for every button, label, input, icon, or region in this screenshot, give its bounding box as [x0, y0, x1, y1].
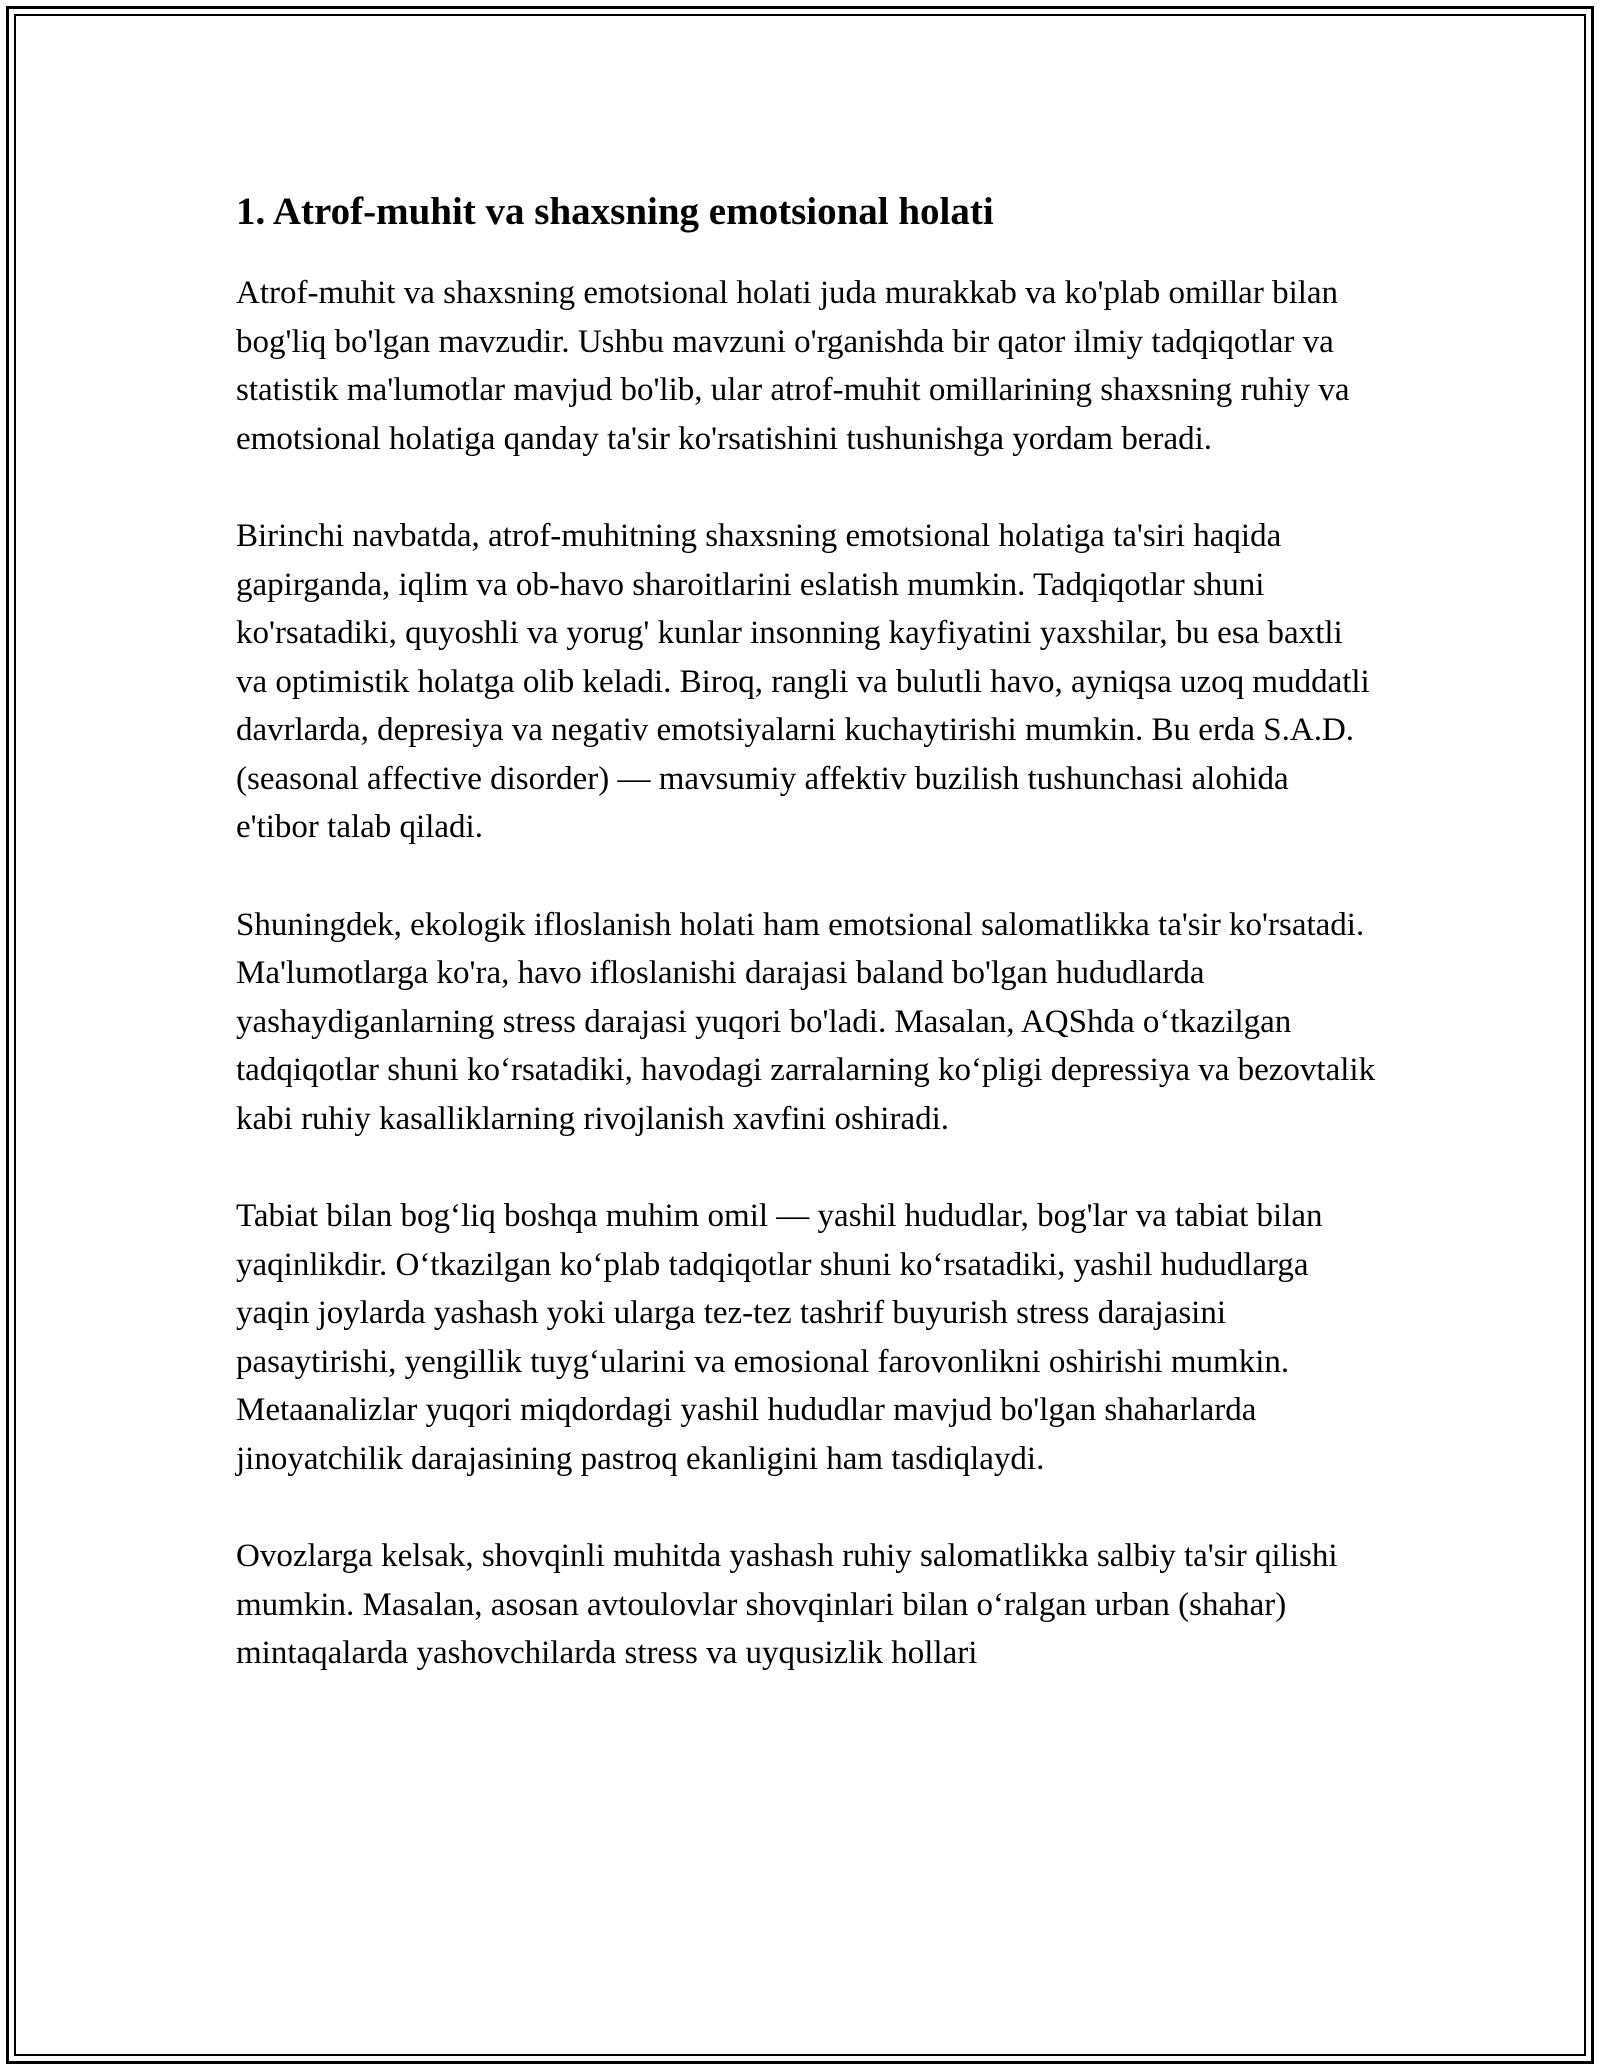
paragraph-pollution: Shuningdek, ekologik ifloslanish holati ham emotsional salomatlikka ta'sir ko'rsatadi. Ma'lumotlarga ko'ra, havo ifloslanishi darajasi baland bo'lgan hududlarda yashaydiganlarning stress darajasi yuqori bo'ladi. Masalan, AQShda oʻtkazilgan tadqiqotlar shuni koʻrsatadiki, havodagi zarralarning koʻpligi depressiya va bezovtalik kabi ruhiy kasalliklarning rivojlanish xavfini oshiradi.: [236, 906, 1376, 1137]
document-body: [236, 184, 1376, 1727]
paragraph-green-spaces: Tabiat bilan bogʻliq boshqa muhim omil — yashil hududlar, bog'lar va tabiat bilan yaqinlikdir. Oʻtkazilgan koʻplab tadqiqotlar shuni koʻrsatadiki, yashil hududlarga yaqin joylarda yashash yoki ularga tez-tez tashrif buyurish stress darajasini pasaytirishi, yengillik tuygʻularini va emosional farovonlikni oshirishi mumkin. Metaanalizlar yuqori miqdordagi yashil hududlar mavjud bo'lgan shaharlarda jinoyatchilik darajasining pastroq ekanligini ham tasdiqlaydi.: [236, 1198, 1323, 1477]
section-heading: 1. Atrof-muhit va shaxsning emotsional holati: [236, 190, 994, 233]
paragraph-intro: Atrof-muhit va shaxsning emotsional holati juda murakkab va ko'plab omillar bilan bog'liq bo'lgan mavzudir. Ushbu mavzuni o'rganishda bir qator ilmiy tadqiqotlar va statistik ma'lumotlar mavjud bo'lib, ular atrof-muhit omillarining shaxsning ruhiy va emotsional holatiga qanday ta'sir ko'rsatishini tushunishga yordam beradi.: [236, 275, 1350, 457]
paragraph-climate: Birinchi navbatda, atrof-muhitning shaxsning emotsional holatiga ta'siri haqida gapirganda, iqlim va ob-havo sharoitlarini eslatish mumkin. Tadqiqotlar shuni ko'rsatadiki, quyoshli va yorug' kunlar insonning kayfiyatini yaxshilar, bu esa baxtli va optimistik holatga olib keladi. Biroq, rangli va bulutli havo, ayniqsa uzoq muddatli davrlarda, depresiya va negativ emotsiyalarni kuchaytirishi mumkin. Bu erda S.A.D. (seasonal affective disorder) — mavsumiy affektiv buzilish tushunchasi alohida e'tibor talab qiladi.: [236, 518, 1370, 845]
paragraph-noise: Ovozlarga kelsak, shovqinli muhitda yashash ruhiy salomatlikka salbiy ta'sir qilishi mumkin. Masalan, asosan avtoulovlar shovqinlari bilan oʻralgan urban (shahar) mintaqalarda yashovchilarda stress va uyqusizlik hollari: [236, 1538, 1338, 1671]
